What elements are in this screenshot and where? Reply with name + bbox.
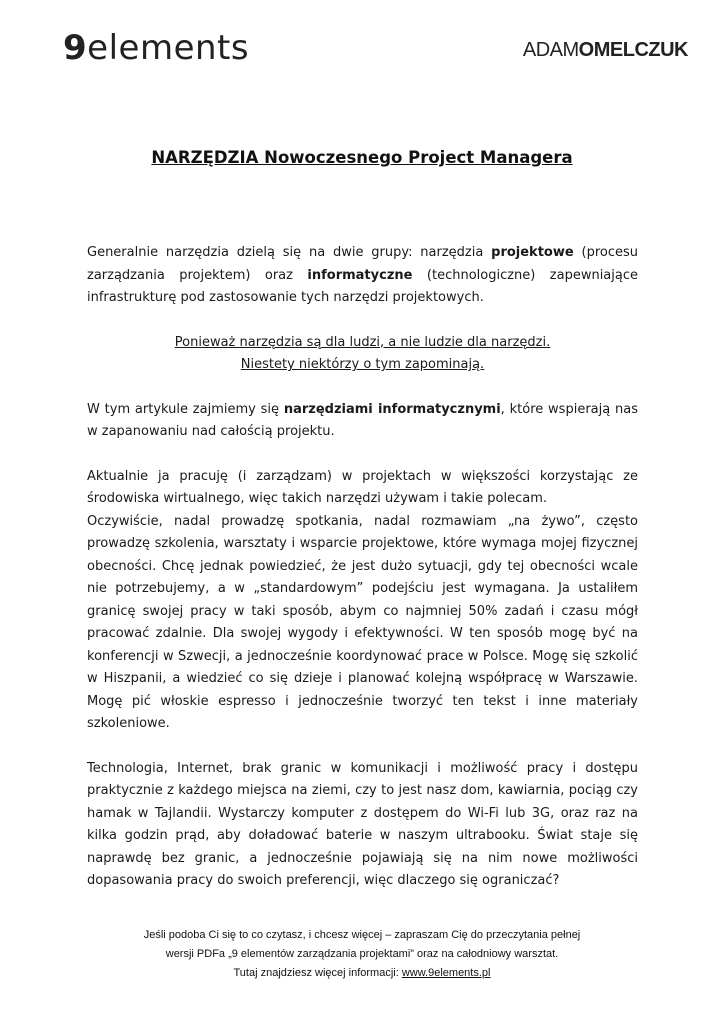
text-fragment: , które wspierają nas w zapanowaniu nad całością projektu. [87, 401, 638, 439]
document-title: NARZĘDZIA Nowoczesnego Project Managera [151, 148, 573, 167]
logo-last-name: OMELCZUK [578, 39, 688, 61]
logo-first-name: ADAM [522, 39, 579, 61]
paragraph-intro [87, 242, 638, 310]
bold-projektowe: projektowe [491, 245, 574, 260]
paragraph-virtual-work: Aktualnie ja pracuję (i zarządzam) w projektach w większości korzystając ze środowiska wirtualnego, więc takich narzędzi używam i takie polecam. [87, 468, 638, 506]
footer-line-3 [0, 964, 724, 983]
adam-omelczuk-logo [523, 36, 688, 64]
website-link[interactable]: www.9elements.pl [401, 967, 491, 979]
logo-word: elements [87, 28, 250, 68]
bold-informatyczne: informatyczne [307, 267, 413, 283]
text-fragment: Generalnie narzędzia dzielą się na dwie grupy: narzędzia [87, 245, 492, 260]
paragraph-remote-work: Oczywiście, nadal prowadzę spotkania, nadal rozmawiam „na żywo”, często prowadzę szkolenia, warsztaty i wsparcie projektowe, które wymaga mojej fizycznej obecności. Chcę jednak powiedzieć, że jest dużo sytuacji, gdy tej obecności wcale nie potrzebujemy, a w „standardowym” podejściu jest wymagana. Ja ustaliłem granicę swojej pracy w taki sposób, abym co najmniej 50% zadań i czasu mógł pracować zdalnie. Dla swojej wygody i efektywności. W ten sposób mogę być na konferencji w Szwecji, a jednocześnie koordynować prace w Polsce. Mogę się szkolić w Hiszpanii, a wiedzieć co się dzieje i planować kolejną współpracę w Warszawie. Mogę pić włoskie espresso i jednocześnie tworzyć ten tekst i inne materiały szkoleniowe. [87, 513, 638, 731]
quote-line-2 [87, 354, 638, 377]
paragraph-technology: Technologia, Internet, brak granic w komunikacji i możliwość pracy i dostępu praktycznie z każdego miejsca na ziemi, czy to jest nasz dom, kawiarnia, pociąg czy hamak w Tajlandii. Wystarczy komputer z dostępem do Wi-Fi lub 3G, oraz raz na kilka godzin prąd, aby doładować baterie w naszym ultrabooku. Świat staje się naprawdę bez granic, a jednocześnie pojawiają się na nim nowe możliwości dopasowania pracy do swoich preferencji, więc dlaczego się ograniczać? [87, 760, 638, 888]
logo-number: 9 [63, 28, 88, 68]
page-footer [0, 926, 724, 983]
9elements-logo [63, 26, 249, 70]
quote-text: Ponieważ narzędzia są dla ludzi, a nie ludzie dla narzędzi. [174, 334, 551, 350]
footer-prefix: Tutaj znajdziesz więcej informacji: [233, 967, 402, 979]
bold-narzedziami-informatycznymi: narzędziami informatycznymi [283, 401, 501, 417]
footer-line-2: wersji PDFa „9 elementów zarządzania projektami” oraz na całodniowy warsztat. [165, 948, 559, 960]
document-body [87, 242, 638, 893]
page-header [0, 0, 724, 90]
text-fragment: W tym artykule zajmiemy się [87, 401, 284, 417]
paragraph-article-scope [87, 399, 638, 444]
quote-text: Niestety niektórzy o tym zapominają. [240, 357, 485, 372]
text-fragment: (procesu zarządzania projektem) oraz [87, 245, 638, 283]
text-fragment: (technologiczne) zapewniające infrastrukturę pod zastosowanie tych narzędzi projektowych. [87, 267, 638, 305]
quote-line-1 [87, 332, 638, 355]
footer-line-1: Jeśli podoba Ci się to co czytasz, i chcesz więcej – zapraszam Cię do przeczytania pełnej [143, 929, 581, 941]
